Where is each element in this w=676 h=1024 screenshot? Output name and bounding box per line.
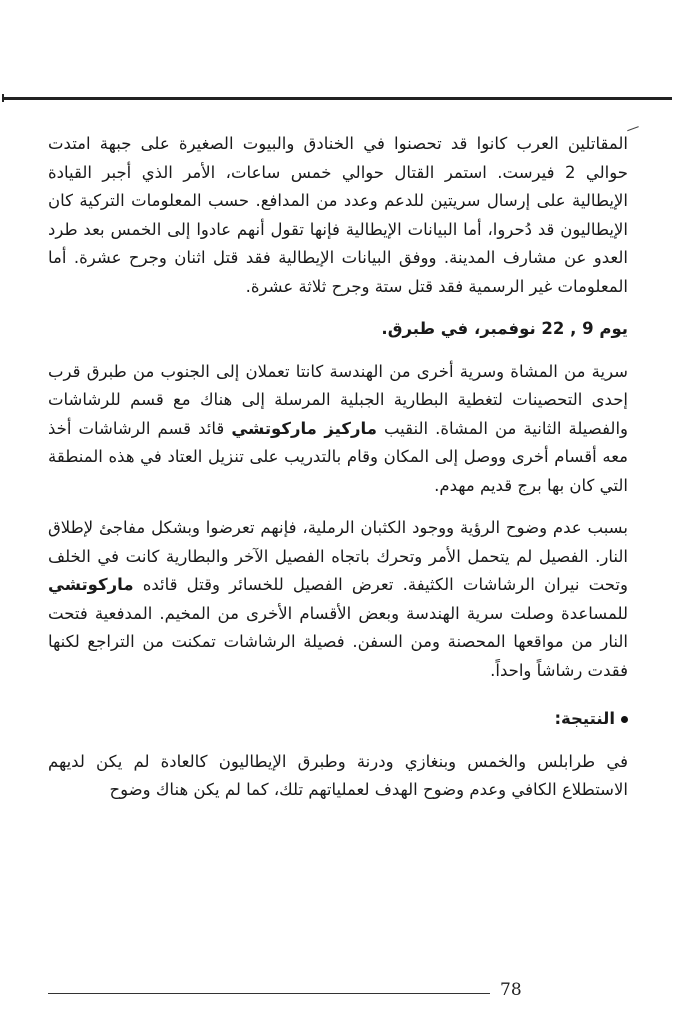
date-heading: يوم 9 , 22 نوفمبر، في طبرق. xyxy=(381,319,628,338)
paragraph-2-part-2: قائد قسم الرشاشات أخذ معه أقسام أخرى ووصل إلى المكان وقام بالتدريب على تنزيل العتاد في هذه المنطقة التي كان بها برج قديم مهدم. xyxy=(48,418,628,495)
paragraph-3 xyxy=(48,514,628,685)
person-name-marcucci: ماركوتشي xyxy=(48,575,134,594)
paragraph-3-part-2: للمساعدة وصلت سرية الهندسة وبعض الأقسام الأخرى من المخيم. المدفعية فتحت النار من مواقعها المحصنة ومن السفن. فصيلة الرشاشات تمكنت من التراجع لكنها فقدت رشاشاً واحداً. xyxy=(48,603,628,680)
paragraph-2 xyxy=(48,358,628,501)
result-heading xyxy=(48,705,628,734)
bullet-icon xyxy=(621,716,628,723)
footer-rule xyxy=(48,993,490,994)
paragraph-1: المقاتلين العرب كانوا قد تحصنوا في الخنادق والبيوت الصغيرة على جبهة امتدت حوالي 2 فيرست. استمر القتال حوالي خمس ساعات، الأمر الذي أجبر القيادة الإيطالية على إرسال سريتين للدعم وعدد من المدافع. حسب المعلومات التركية كان الإيطاليون قد دُحروا، أما البيانات الإيطالية فإنها تقول أنهم عادوا إلى الخمس بعد طرد العدو عن مشارف المدينة. ووفق البيانات الإيطالية فقد قتل اثنان وجرح عشرة. أما المعلومات غير الرسمية فقد قتل ستة وجرح ثلاثة عشرة. xyxy=(48,134,628,296)
result-heading-text: النتيجة: xyxy=(554,709,615,728)
margin-mark xyxy=(627,126,641,137)
page-number: 78 xyxy=(500,980,522,1000)
paragraph-3-part-1: بسبب عدم وضوح الرؤية ووجود الكثبان الرملية، فإنهم تعرضوا وبشكل مفاجئ لإطلاق النار. الفصيل لم يتحمل الأمر وتحرك باتجاه الفصيل الآخر والبطارية كانت في الخلف وتحت نيران الرشاشات الكثيفة. تعرض الفصيل للخسائر وقتل قائده xyxy=(48,518,628,594)
page-body xyxy=(48,130,628,805)
header-rule xyxy=(4,97,672,100)
paragraph-4: في طرابلس والخمس وبنغازي ودرنة وطبرق الإيطاليون كالعادة لم يكن لديهم الاستطلاع الكافي وعدم وضوح الهدف لعملياتهم تلك، كما لم يكن هناك وضوح xyxy=(48,751,628,799)
person-name-marquis-marcucci: ماركيز ماركوتشي xyxy=(231,418,377,438)
paragraph-2-part-1: سرية من المشاة وسرية أخرى من الهندسة كانتا تعملان إلى الجنوب من طبرق قرب إحدى التحصينات لتغطية البطارية الجبلية المرسلة إلى هناك مع قسم للرشاشات والفصيلة الثانية من المشاة. النقيب xyxy=(48,361,629,438)
